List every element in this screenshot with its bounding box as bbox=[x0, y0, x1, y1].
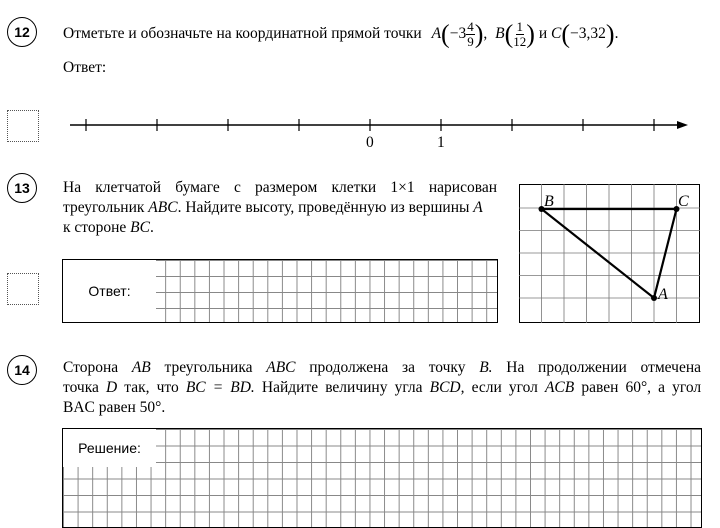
number-line bbox=[60, 112, 700, 152]
point-a-fraction: $\frac{4}{9}$ bbox=[467, 19, 474, 49]
problem-14-line-1: Сторона AB треугольника ABC продолжена за точку B. На продолжении отмечена bbox=[63, 359, 702, 376]
point-b-fraction: $\frac{1}{12}$ bbox=[513, 19, 527, 49]
answer-box-13[interactable] bbox=[7, 273, 39, 305]
problem-14-line-3: BAC равен 50°. bbox=[63, 399, 166, 416]
vertex-a bbox=[651, 295, 657, 301]
axis-label-0: 0 bbox=[366, 134, 374, 151]
solution-label-cell-14 bbox=[63, 429, 156, 467]
problem-number-14: 14 bbox=[7, 355, 37, 385]
problem-12-text: Отметьте и обозначьте на координатной прямой точки bbox=[63, 25, 422, 43]
label-c: C bbox=[678, 193, 689, 210]
answer-label-13: Ответ: bbox=[88, 283, 131, 299]
problem-13-line-3: к стороне BC. bbox=[63, 219, 154, 236]
label-b: B bbox=[544, 193, 554, 210]
point-a-name: A bbox=[431, 25, 442, 43]
conjunction: и bbox=[538, 25, 548, 43]
point-b-name: B bbox=[495, 25, 505, 43]
solution-grid-14[interactable] bbox=[62, 428, 702, 528]
arrow-icon bbox=[677, 121, 688, 129]
problem-number-13: 13 bbox=[7, 173, 37, 203]
answer-label-cell-13 bbox=[63, 260, 156, 322]
triangle-figure bbox=[519, 184, 701, 324]
point-a-sign: − bbox=[449, 25, 459, 43]
axis-label-1: 1 bbox=[437, 134, 445, 151]
problem-12-statement: Отметьте и обозначьте на координатной прямой точки A(−3 $\frac{4}{9}$ ), B( $\frac{1}{12}$ ) и C(−3,32). bbox=[63, 19, 619, 49]
problem-14-line-2: точка D так, что BC = BD. Найдите величину угла BCD, если угол ACB равен 60°, а угол bbox=[63, 379, 702, 396]
problem-13-line-1: На клетчатой бумаге с размером клетки 1×1 нарисован bbox=[63, 179, 497, 196]
answer-box-12[interactable] bbox=[7, 110, 39, 142]
problem-number-12: 12 bbox=[7, 17, 37, 47]
point-c-name: C bbox=[551, 25, 562, 43]
problem-13-line-2: треугольник ABC. Найдите высоту, проведённую из вершины A bbox=[63, 199, 483, 216]
label-a: A bbox=[658, 286, 668, 303]
point-c-value: −3,32 bbox=[570, 25, 606, 43]
solution-label-14: Решение: bbox=[78, 440, 141, 456]
point-a-whole: 3 bbox=[458, 25, 467, 43]
problem-12-answer-label: Ответ: bbox=[63, 59, 107, 76]
